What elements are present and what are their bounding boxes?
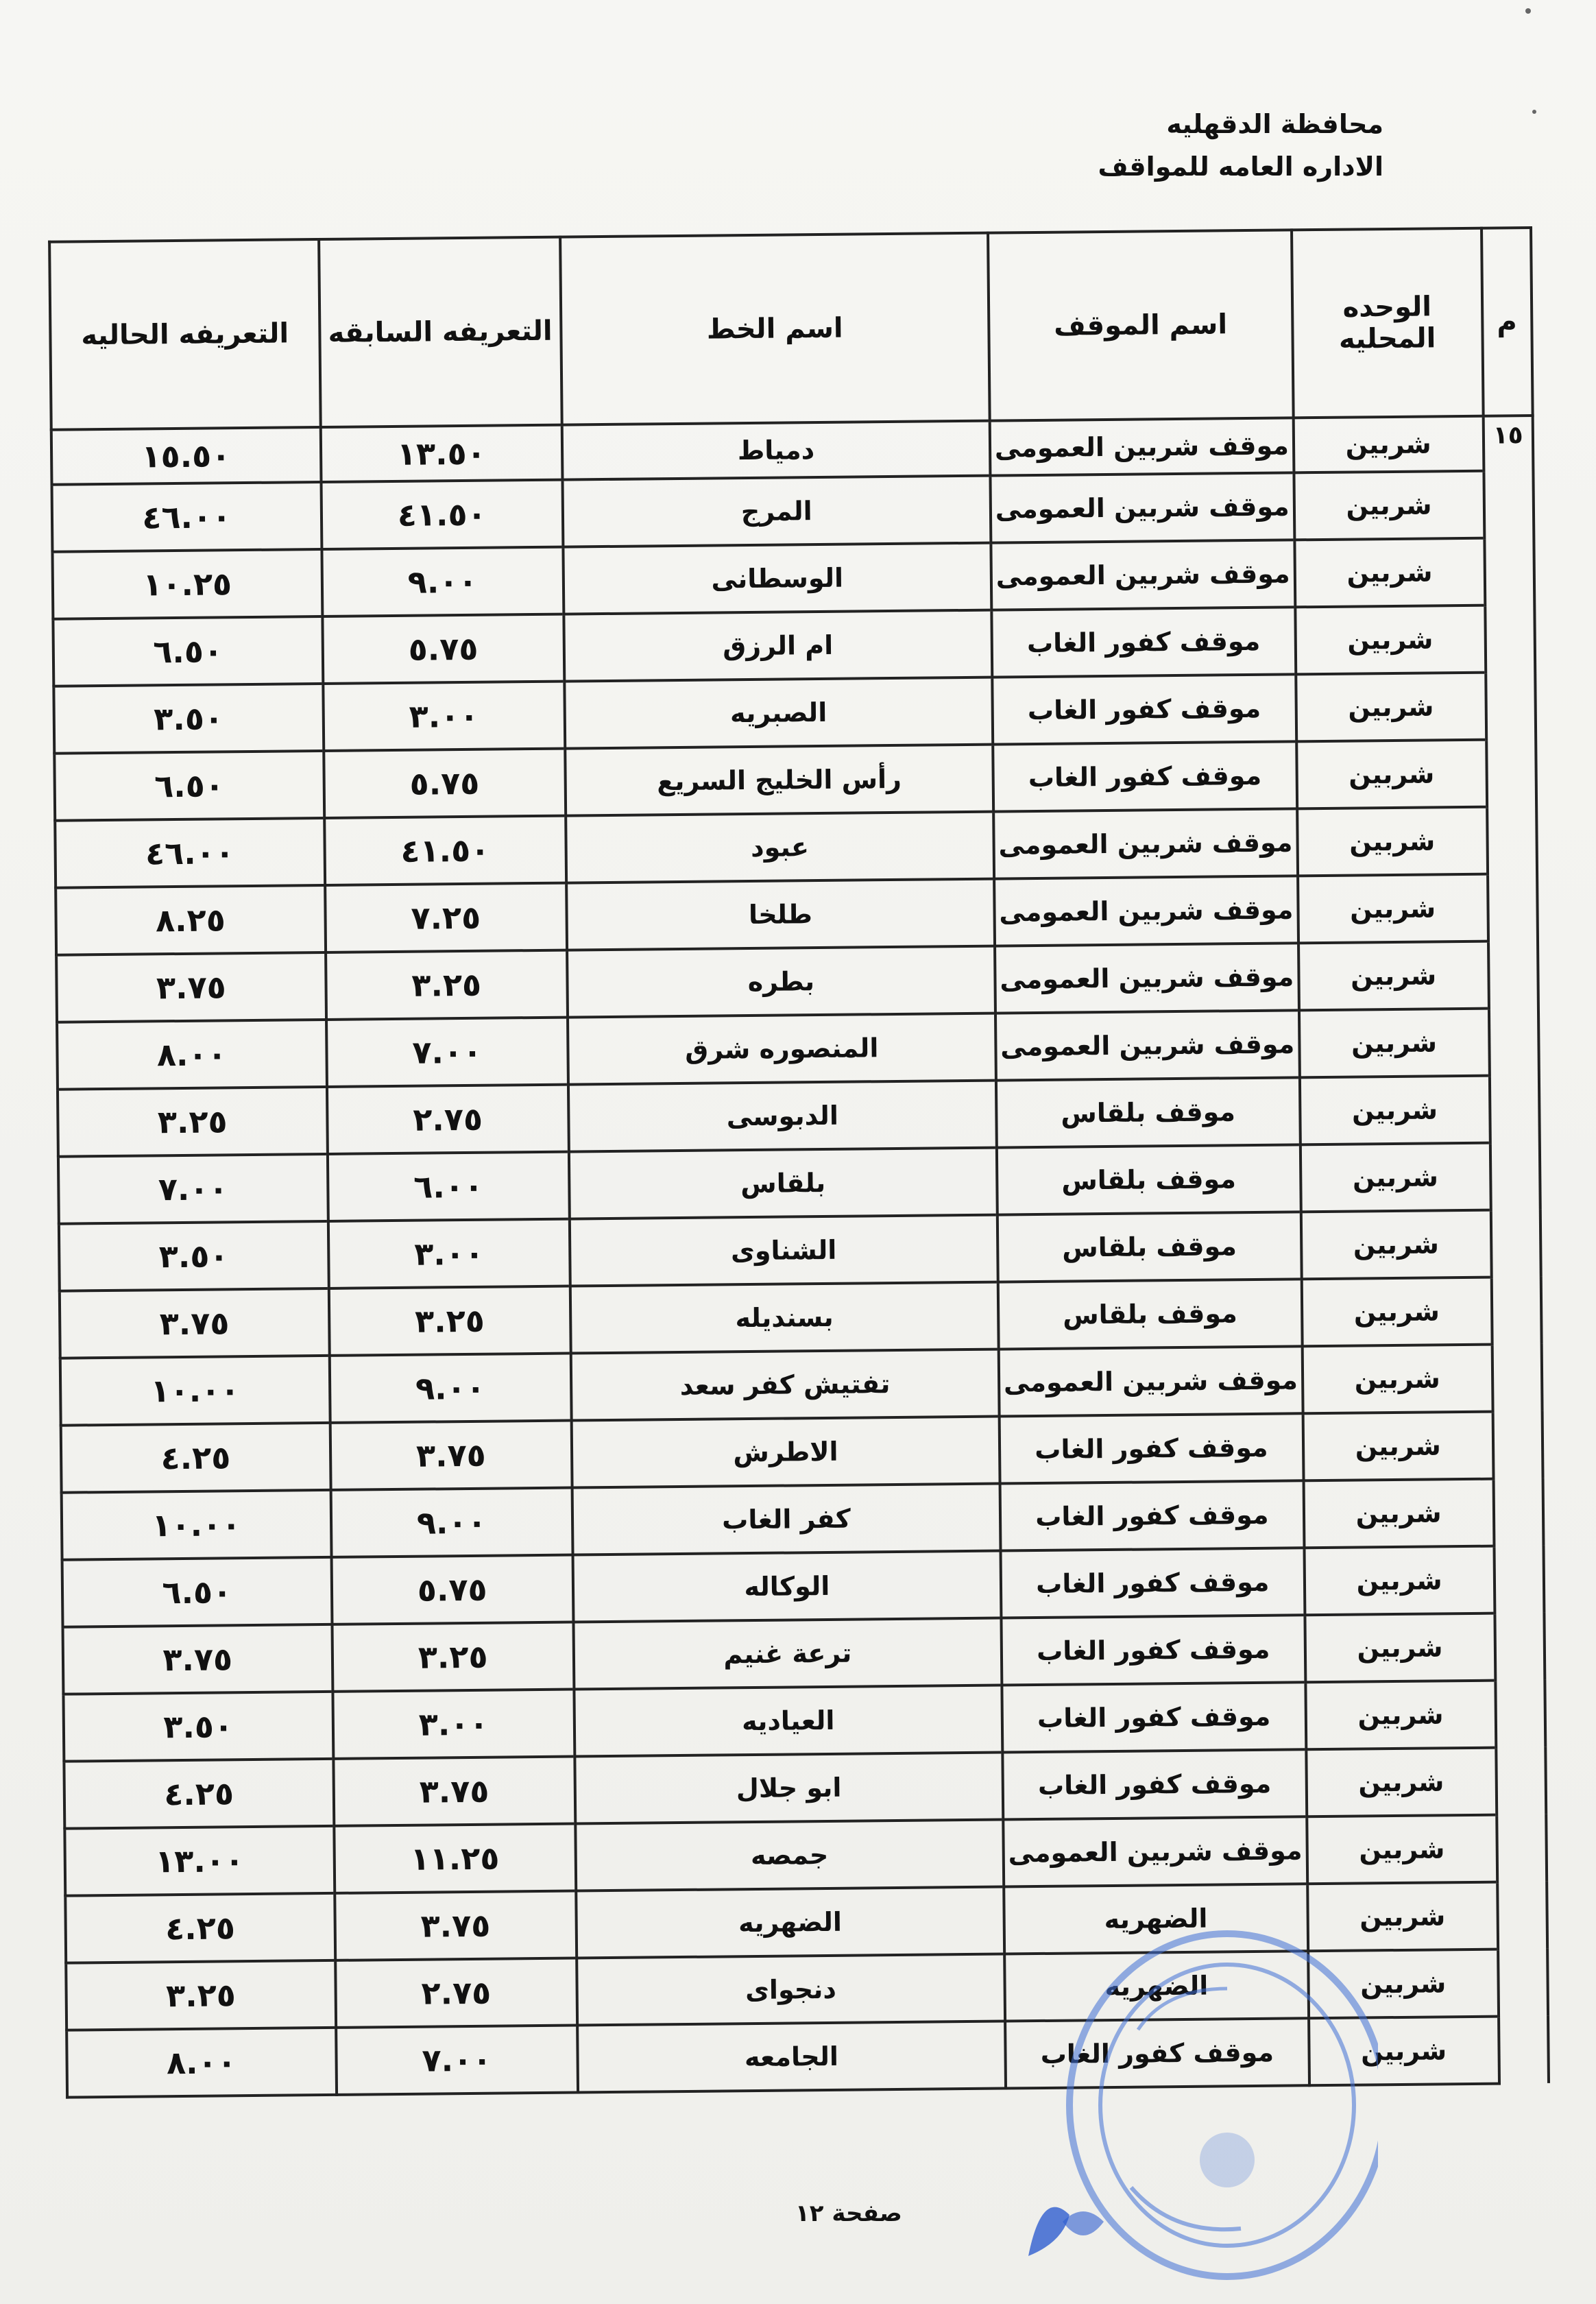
route-name-cell: طلخا [566,879,995,950]
previous-tariff-cell: ٤١.٥٠ [324,816,566,885]
previous-tariff-cell: ٣.٧٥ [330,1421,572,1490]
current-tariff-cell: ٣.٢٥ [58,1087,328,1157]
scan-speck [1525,8,1531,14]
local-unit-cell: شربين [1308,1949,1499,2019]
current-tariff-cell: ٦.٥٠ [54,751,324,821]
col-header-current-tariff: التعريفه الحاليه [49,239,320,430]
route-name-cell: بلقاس [569,1148,998,1219]
row-index-cell [1488,1008,1538,1076]
station-name-cell: موقف بلقاس [997,1144,1301,1214]
local-unit-cell: شربين [1303,1412,1493,1481]
current-tariff-cell: ٨.٠٠ [66,2028,337,2098]
row-index-cell [1486,672,1536,740]
route-name-cell: تفتيش كفر سعد [571,1349,1000,1421]
local-unit-cell: شربين [1301,1277,1492,1347]
station-name-cell: موقف كفور الغاب [1002,1749,1307,1819]
station-name-cell: الضهريه [1004,1884,1308,1954]
route-name-cell: دنجواى [577,1954,1005,2026]
row-index-cell [1495,1613,1545,1681]
local-unit-cell: شربين [1306,1748,1497,1817]
current-tariff-cell: ٣.٥٠ [53,684,324,754]
current-tariff-cell: ١٣.٠٠ [64,1826,335,1896]
row-index-cell [1493,1478,1543,1546]
route-name-cell: الاطرش [572,1417,1000,1488]
row-index-cell [1489,1075,1539,1143]
row-index-cell [1496,1747,1546,1815]
row-index-cell [1488,941,1538,1009]
previous-tariff-cell: ٢.٧٥ [335,1958,577,2027]
station-name-cell: موقف شربين العمومى [990,418,1294,475]
route-name-cell: ابو جلال [575,1753,1003,1824]
route-name-cell: الشناوى [570,1215,998,1286]
local-unit-cell: شربين [1294,538,1485,608]
local-unit-cell: شربين [1293,416,1484,473]
station-name-cell: موقف كفور الغاب [1001,1615,1305,1685]
department-title: الاداره العامه للمواقف [1098,152,1383,182]
current-tariff-cell: ٦.٥٠ [53,616,323,686]
route-name-cell: الصبريه [564,677,993,749]
row-index-cell [1492,1344,1542,1412]
local-unit-cell: شربين [1301,1143,1491,1212]
station-name-cell: موقف كفور الغاب [1000,1413,1304,1483]
station-name-cell: موقف شربين العمومى [1003,1816,1307,1886]
previous-tariff-cell: ٣.٢٥ [326,950,568,1020]
row-index-cell: ١٥ [1483,416,1533,471]
station-name-cell: موقف شربين العمومى [999,1346,1303,1416]
route-name-cell: جمصه [575,1820,1004,1891]
scan-speck [1532,110,1536,114]
local-unit-cell: شربين [1298,941,1489,1011]
row-index-cell [1490,1142,1540,1210]
current-tariff-cell: ٦.٥٠ [62,1557,332,1627]
route-name-cell: بسنديله [570,1282,999,1354]
current-tariff-cell: ٤.٢٥ [65,1893,335,1963]
current-tariff-cell: ٤٦.٠٠ [55,818,325,888]
station-name-cell: موقف شربين العمومى [991,540,1295,610]
route-name-cell: المرج [562,476,991,547]
row-index-cell [1498,1949,1548,2017]
row-index-cell [1485,605,1535,673]
current-tariff-cell: ٣.٧٥ [60,1288,330,1358]
row-index-cell [1488,874,1538,941]
local-unit-cell: شربين [1296,740,1487,809]
local-unit-cell: شربين [1297,807,1488,876]
previous-tariff-cell: ١٣.٥٠ [320,425,562,482]
current-tariff-cell: ٤.٢٥ [61,1423,331,1493]
governorate-title: محافظة الدقهليه [1166,109,1383,139]
local-unit-cell: شربين [1295,605,1486,675]
route-name-cell: ترعة غنيم [573,1618,1002,1690]
previous-tariff-cell: ٣.٢٥ [328,1286,570,1356]
previous-tariff-cell: ١١.٢٥ [334,1824,576,1893]
current-tariff-cell: ٣.٥٠ [63,1692,333,1762]
col-header-prev-tariff: التعريفه السابقه [319,237,562,427]
current-tariff-cell: ١٥.٥٠ [51,427,321,485]
route-name-cell: الوكاله [572,1551,1001,1622]
station-name-cell: موقف كفور الغاب [991,607,1296,677]
previous-tariff-cell: ٩.٠٠ [322,547,564,616]
station-name-cell: موقف كفور الغاب [1000,1480,1304,1550]
row-index-cell [1497,1814,1547,1882]
row-index-cell [1491,1277,1541,1345]
current-tariff-cell: ٣.٥٠ [59,1221,329,1291]
official-stamp [1021,1899,1378,2283]
station-name-cell: موقف بلقاس [996,1077,1301,1147]
local-unit-cell: شربين [1307,1815,1497,1884]
previous-tariff-cell: ٣.٠٠ [328,1219,570,1288]
row-index-cell [1499,2016,1549,2084]
local-unit-cell: شربين [1305,1681,1496,1750]
station-name-cell: موقف شربين العمومى [995,943,1299,1013]
row-index-cell [1484,470,1534,538]
current-tariff-cell: ١٠.٠٠ [60,1356,330,1426]
station-name-cell: موقف كفور الغاب [1000,1548,1305,1618]
col-header-unit: الوحده المحليه [1292,228,1483,418]
previous-tariff-cell: ٩.٠٠ [330,1488,572,1557]
row-index-cell [1494,1546,1544,1613]
local-unit-cell: شربين [1307,1882,1498,1952]
tariff-table [48,226,1550,2099]
previous-tariff-cell: ٩.٠٠ [329,1354,571,1423]
previous-tariff-cell: ٥.٧٥ [331,1555,573,1624]
row-index-cell [1486,739,1536,807]
route-name-cell: الضهريه [576,1887,1004,1958]
previous-tariff-cell: ٣.٧٥ [335,1891,577,1960]
station-name-cell: موقف كفور الغاب [992,674,1296,744]
route-name-cell: الدبوسى [568,1081,997,1152]
station-name-cell: موقف بلقاس [998,1279,1303,1349]
local-unit-cell: شربين [1296,673,1486,742]
previous-tariff-cell: ٦.٠٠ [327,1152,569,1221]
previous-tariff-cell: ٥.٧٥ [322,614,564,684]
current-tariff-cell: ٧.٠٠ [58,1154,328,1224]
previous-tariff-cell: ٧.٢٥ [325,883,567,952]
col-header-line: اسم الخط [560,233,990,425]
table-header-row [49,228,1533,430]
route-name-cell: عبود [566,812,994,883]
table-body [51,416,1549,2098]
local-unit-cell: شربين [1302,1345,1492,1414]
station-name-cell: موقف بلقاس [998,1212,1302,1282]
page-number: صفحة ١٢ [795,2200,902,2227]
local-unit-cell: شربين [1303,1479,1494,1548]
document-header [1098,103,1383,188]
previous-tariff-cell: ٤١.٥٠ [321,480,563,549]
current-tariff-cell: ٣.٧٥ [56,952,326,1022]
previous-tariff-cell: ٧.٠٠ [336,2025,578,2094]
current-tariff-cell: ٣.٢٥ [66,1960,336,2030]
local-unit-cell: شربين [1298,874,1488,944]
current-tariff-cell: ٨.٠٠ [57,1020,327,1090]
route-name-cell: بطره [567,946,995,1018]
previous-tariff-cell: ٢.٧٥ [327,1085,569,1154]
current-tariff-cell: ٤٦.٠٠ [52,482,322,552]
col-header-station: اسم الموقف [988,230,1293,420]
row-index-cell [1484,538,1534,605]
station-name-cell: موقف شربين العمومى [995,1010,1300,1080]
previous-tariff-cell: ٣.٠٠ [323,682,565,751]
route-name-cell: العياديه [574,1685,1002,1757]
station-name-cell: موقف شربين العمومى [993,808,1298,878]
row-index-cell [1495,1680,1545,1748]
local-unit-cell: شربين [1304,1546,1495,1616]
station-name-cell: موقف شربين العمومى [994,876,1298,946]
local-unit-cell: شربين [1299,1009,1490,1078]
station-name-cell: موقف كفور الغاب [1005,2018,1309,2088]
previous-tariff-cell: ٣.٢٥ [332,1622,574,1692]
local-unit-cell: شربين [1305,1613,1495,1683]
station-name-cell: الضهريه [1004,1951,1309,2021]
previous-tariff-cell: ٣.٠٠ [332,1690,575,1759]
current-tariff-cell: ٣.٧٥ [63,1624,333,1694]
current-tariff-cell: ٤.٢٥ [64,1759,334,1829]
station-name-cell: موقف كفور الغاب [1002,1682,1306,1752]
station-name-cell: موقف كفور الغاب [993,741,1297,811]
current-tariff-cell: ١٠.٢٥ [52,549,322,619]
route-name-cell: الوسطانى [563,543,991,614]
previous-tariff-cell: ٥.٧٥ [324,749,566,818]
local-unit-cell: شربين [1294,471,1484,540]
current-tariff-cell: ٨.٢٥ [56,885,326,955]
route-name-cell: رأس الخليج السريع [565,745,993,816]
col-header-m: م [1482,228,1533,416]
route-name-cell: الجامعه [577,2021,1006,2093]
row-index-cell [1492,1411,1543,1479]
row-index-cell [1487,806,1537,874]
local-unit-cell: شربين [1309,2017,1499,2086]
current-tariff-cell: ١٠.٠٠ [62,1490,332,1560]
local-unit-cell: شربين [1301,1210,1492,1280]
row-index-cell [1490,1210,1540,1277]
route-name-cell: المنصوره شرق [568,1013,996,1085]
previous-tariff-cell: ٧.٠٠ [326,1018,568,1087]
row-index-cell [1497,1882,1547,1949]
route-name-cell: كفر الغاب [572,1484,1000,1555]
route-name-cell: ام الرزق [564,610,992,682]
station-name-cell: موقف شربين العمومى [990,472,1294,542]
previous-tariff-cell: ٣.٧٥ [333,1757,575,1826]
route-name-cell: دمياط [562,421,991,480]
local-unit-cell: شربين [1300,1076,1490,1145]
